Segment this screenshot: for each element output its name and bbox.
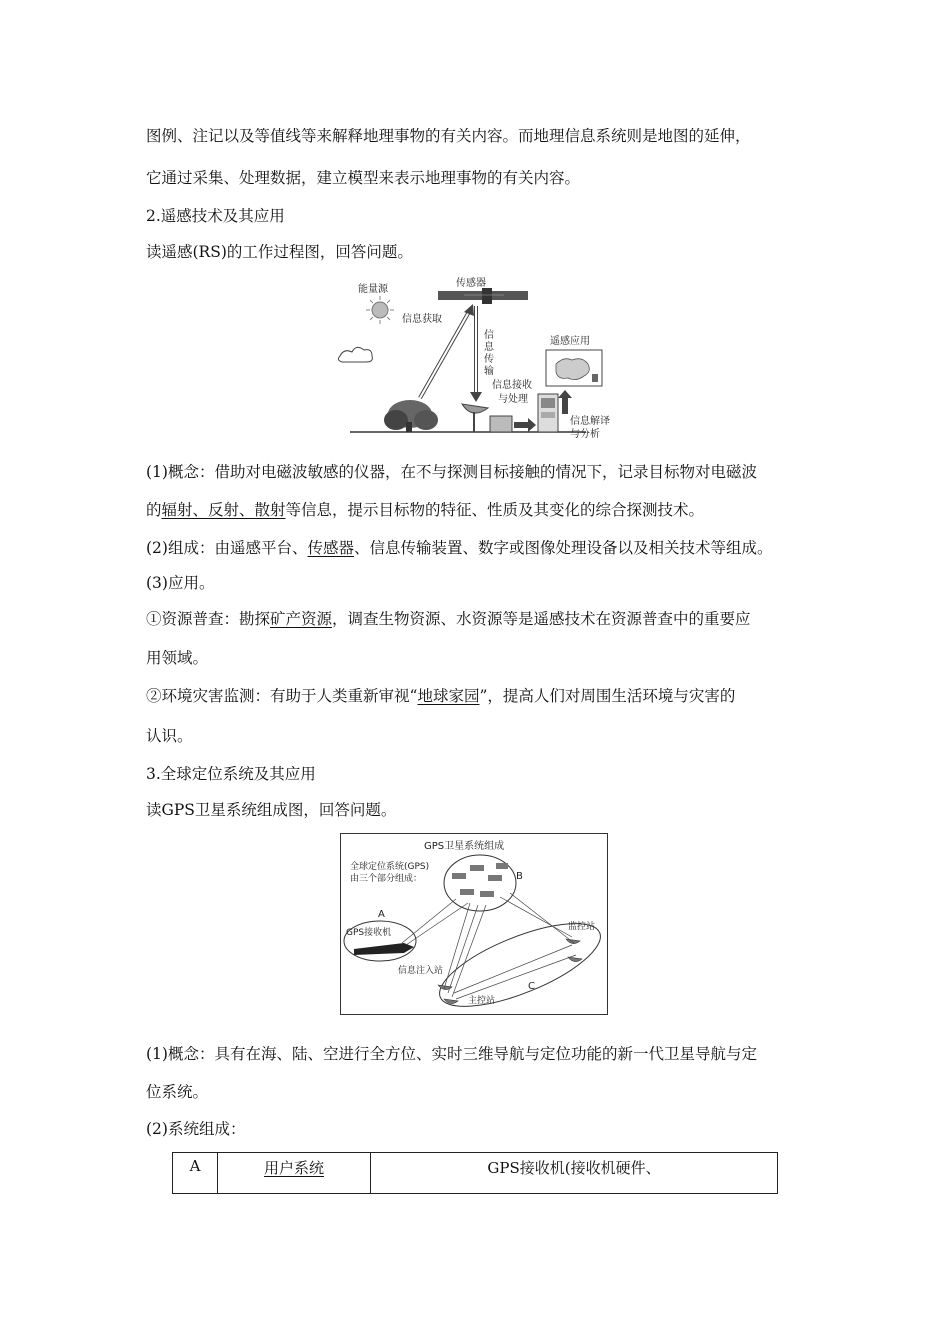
text-span: ①资源普查：勘探 — [146, 610, 271, 628]
app-resource-line-2: 用领域。 — [146, 649, 209, 667]
text-span: 、信息传输装置、数字或图像处理设备以及相关技术等组成。 — [353, 539, 773, 557]
gps-intro: 读GPS卫星系统组成图，回答问题。 — [146, 801, 397, 819]
receiving-building — [490, 416, 512, 432]
rs-composition-line — [146, 538, 773, 558]
label-b: B — [516, 871, 523, 882]
antenna-dish-icon — [462, 404, 488, 432]
receive-label-2: 与处理 — [498, 394, 528, 405]
text-span: (2)组成：由遥感平台、 — [146, 539, 308, 557]
energy-source-label: 能量源 — [358, 284, 388, 295]
monitor-station-label: 监控站 — [568, 922, 596, 932]
info-transmit-char-2: 息 — [484, 342, 494, 353]
gps-concept-line-2: 位系统。 — [146, 1083, 209, 1101]
text-span: 的 — [146, 501, 162, 519]
gps-composition-heading: (2)系统组成： — [146, 1120, 246, 1138]
text-span: ”，提高人们对周围生活环境与灾害的 — [479, 687, 736, 705]
computer-icon — [538, 394, 558, 432]
text-span: ，调查生物资源、水资源等是遥感技术在资源普查中的重要应 — [332, 610, 751, 628]
receive-label-1: 信息接收 — [492, 380, 532, 391]
receiver-label: GPS接收机 — [346, 928, 392, 938]
table-row — [173, 1153, 778, 1194]
rs-intro: 读遥感(RS)的工作过程图，回答问题。 — [146, 243, 413, 261]
info-transmit-char-4: 输 — [484, 366, 494, 377]
rs-concept-line-2 — [146, 500, 704, 520]
interpret-label-1: 信息解译 — [570, 416, 610, 427]
gps-concept-line-1: (1)概念：具有在海、陆、空进行全方位、实时三维导航与定位功能的新一代卫星导航与定 — [146, 1045, 757, 1063]
section-heading-rs: 2.遥感技术及其应用 — [146, 207, 285, 225]
underlined-answer: 用户系统 — [263, 1159, 324, 1177]
underlined-answer: 辐射、反射、散射 — [161, 501, 286, 519]
cloud-icon — [338, 347, 372, 362]
label-a: A — [378, 909, 385, 920]
text-line: 图例、注记以及等值线等来解释地理事物的有关内容。而地理信息系统则是地图的延伸， — [146, 127, 751, 145]
sun-icon — [366, 296, 394, 324]
underlined-answer: 矿产资源 — [270, 610, 333, 628]
text-span: 等信息，提示目标物的特征、性质及其变化的综合探测技术。 — [285, 501, 705, 519]
table-cell-desc: GPS接收机(接收机硬件、 — [371, 1153, 778, 1194]
gps-system-figure — [340, 833, 608, 1015]
transmit-arrow — [470, 306, 482, 402]
rs-concept-line-1: (1)概念：借助对电磁波敏感的仪器，在不与探测目标接触的情况下，记录目标物对电磁波 — [146, 463, 757, 481]
info-transmit-char-1: 信 — [484, 330, 494, 341]
sensor-label: 传感器 — [456, 278, 486, 289]
text-line: 它通过采集、处理数据，建立模型来表示地理事物的有关内容。 — [146, 169, 581, 187]
underlined-answer: 传感器 — [307, 539, 354, 557]
text-span: ②环境灾害监测：有助于人类重新审视“ — [146, 687, 418, 705]
table-cell-code: A — [173, 1153, 218, 1194]
section-heading-gps: 3.全球定位系统及其应用 — [146, 765, 316, 783]
gps-figure-title: GPS卫星系统组成 — [424, 841, 505, 852]
app-resource-line-1 — [146, 609, 751, 629]
gps-composition-table — [172, 1152, 778, 1194]
underlined-answer: 地球家园 — [417, 687, 480, 705]
rs-application-heading: (3)应用。 — [146, 574, 215, 592]
satellite-icon — [438, 288, 528, 304]
info-transmit-char-3: 传 — [484, 354, 494, 365]
gps-desc-1: 全球定位系统(GPS) — [350, 862, 430, 872]
table-cell-name — [218, 1153, 371, 1194]
tree-icon — [384, 400, 438, 432]
inject-station-label: 信息注入站 — [398, 966, 444, 976]
remote-sensing-map — [546, 350, 602, 386]
application-label: 遥感应用 — [550, 336, 590, 347]
info-acquire-label: 信息获取 — [402, 314, 442, 325]
interpret-label-2: 与分析 — [570, 429, 600, 440]
app-environment-line-2: 认识。 — [146, 727, 193, 745]
app-environment-line-1 — [146, 686, 735, 706]
rs-process-figure — [336, 274, 626, 446]
interpret-arrow — [558, 390, 572, 414]
process-arrow — [514, 418, 536, 432]
master-station-label: 主控站 — [468, 996, 496, 1006]
label-c: C — [528, 981, 535, 992]
gps-desc-2: 由三个部分组成： — [350, 874, 423, 884]
